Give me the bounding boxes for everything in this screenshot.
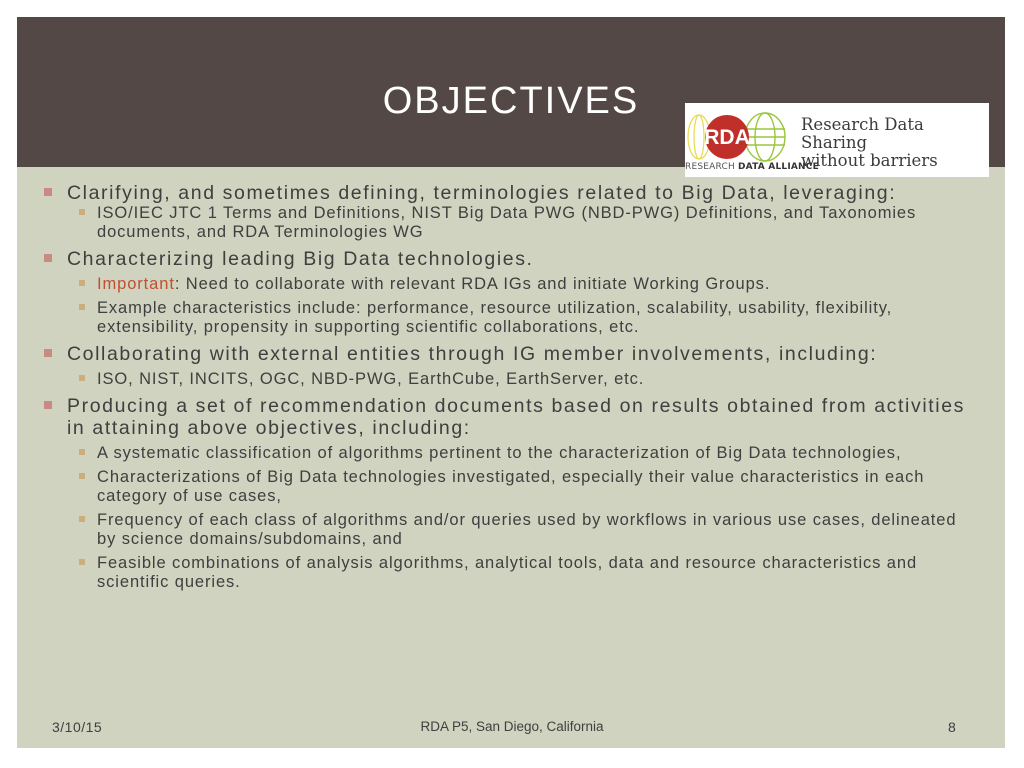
logo-tagline-line1: Research Data Sharing bbox=[801, 115, 924, 152]
logo-sub-bold: DATA ALLIANCE bbox=[738, 162, 819, 172]
logo-acronym: RDA bbox=[704, 126, 750, 149]
logo-sub-prefix: RESEARCH bbox=[685, 162, 739, 172]
logo-subtitle bbox=[685, 162, 819, 172]
footer-date: 3/10/15 bbox=[52, 719, 103, 735]
important-label: Important bbox=[97, 275, 175, 293]
page-number: 8 bbox=[948, 719, 956, 735]
sub-bullet-2-1 bbox=[42, 275, 972, 294]
sub-bullet-4-4: Feasible combinations of analysis algorithms, analytical tools, data and resource characteristics and scientific queries. bbox=[42, 554, 972, 592]
bullet-list bbox=[42, 180, 972, 592]
rda-logo bbox=[685, 103, 989, 177]
sub-bullet-4-1: A systematic classification of algorithms pertinent to the characterization of Big Data technologies, bbox=[42, 444, 972, 463]
slide-title: OBJECTIVES bbox=[382, 80, 640, 122]
sub-bullet-1-1: ISO/IEC JTC 1 Terms and Definitions, NIST Big Data PWG (NBD-PWG) Definitions, and Taxonomies documents, and RDA Terminologies WG bbox=[42, 204, 972, 242]
rda-globe-icon bbox=[685, 107, 795, 163]
bullet-1: Clarifying, and sometimes defining, terminologies related to Big Data, leveraging: bbox=[42, 182, 972, 204]
sub-bullet-2-2: Example characteristics include: performance, resource utilization, scalability, usability, flexibility, extensibility, propensity in supporting scientific collaborations, etc. bbox=[42, 299, 972, 337]
footer-event: RDA P5, San Diego, California bbox=[420, 719, 604, 734]
bullet-4: Producing a set of recommendation documents based on results obtained from activities in attaining above objectives, including: bbox=[42, 395, 972, 439]
bullet-2: Characterizing leading Big Data technologies. bbox=[42, 248, 972, 270]
bullet-3: Collaborating with external entities through IG member involvements, including: bbox=[42, 343, 972, 365]
logo-tagline-line2: without barriers bbox=[801, 151, 938, 170]
important-text: : Need to collaborate with relevant RDA IGs and initiate Working Groups. bbox=[174, 275, 771, 293]
sub-bullet-4-3: Frequency of each class of algorithms and/or queries used by workflows in various use cases, delineated by science domains/subdomains, and bbox=[42, 511, 972, 549]
logo-tagline bbox=[801, 116, 989, 170]
sub-bullet-3-1: ISO, NIST, INCITS, OGC, NBD-PWG, EarthCube, EarthServer, etc. bbox=[42, 370, 972, 389]
sub-bullet-4-2: Characterizations of Big Data technologies investigated, especially their value characteristics in each category of use cases, bbox=[42, 468, 972, 506]
